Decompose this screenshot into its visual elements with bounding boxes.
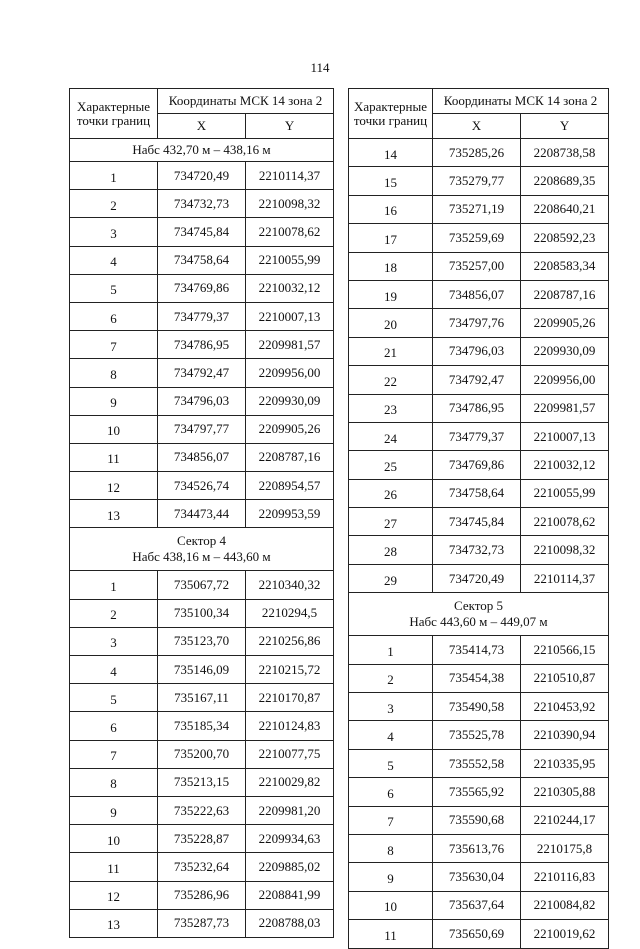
point-number: 12 [70, 472, 158, 500]
table-row [70, 162, 334, 190]
coord-x: 734769,86 [433, 451, 521, 479]
table-row [70, 246, 334, 274]
coord-x: 735259,69 [433, 224, 521, 252]
sector-5-header-subtitle: Набс 443,60 м – 449,07 м [409, 614, 548, 630]
table-row [70, 853, 334, 881]
table-row [349, 749, 609, 777]
coord-y: 2209885,02 [246, 853, 334, 881]
point-number: 6 [70, 302, 158, 330]
coord-y: 2210029,82 [246, 768, 334, 796]
table-row [349, 139, 609, 167]
coord-x: 734786,95 [433, 394, 521, 422]
table-row [349, 195, 609, 223]
coord-y: 2210098,32 [521, 536, 609, 564]
coord-y: 2210007,13 [246, 302, 334, 330]
point-number: 1 [70, 162, 158, 190]
table-row [349, 394, 609, 422]
table-row [349, 834, 609, 862]
coord-x: 734473,44 [158, 500, 246, 528]
table-row [70, 712, 334, 740]
coord-x: 734797,77 [158, 415, 246, 443]
table-row [70, 472, 334, 500]
point-number: 23 [349, 394, 433, 422]
coord-x: 735490,58 [433, 693, 521, 721]
point-number: 6 [349, 778, 433, 806]
point-number: 3 [349, 693, 433, 721]
point-number: 4 [349, 721, 433, 749]
point-number: 11 [70, 853, 158, 881]
coord-y: 2210116,83 [521, 863, 609, 891]
coord-x: 735565,92 [433, 778, 521, 806]
coord-x: 735637,64 [433, 891, 521, 919]
coord-x: 735590,68 [433, 806, 521, 834]
point-number: 15 [349, 167, 433, 195]
table-row [349, 479, 609, 507]
sector-4-header-subtitle: Набс 438,16 м – 443,60 м [132, 549, 271, 565]
point-number: 7 [70, 740, 158, 768]
coordinates-table-right [348, 88, 609, 949]
point-number: 19 [349, 280, 433, 308]
table-row [349, 422, 609, 450]
point-number: 18 [349, 252, 433, 280]
coord-x: 734856,07 [433, 280, 521, 308]
table-row [70, 571, 334, 599]
coord-x: 734797,76 [433, 309, 521, 337]
coord-y: 2210114,37 [246, 162, 334, 190]
point-number: 21 [349, 337, 433, 365]
header-y: Y [521, 114, 609, 139]
point-number: 3 [70, 627, 158, 655]
coord-y: 2209956,00 [521, 366, 609, 394]
table-row [349, 337, 609, 365]
coord-x: 734732,73 [433, 536, 521, 564]
coord-y: 2209981,20 [246, 796, 334, 824]
coord-y: 2209981,57 [521, 394, 609, 422]
coord-y: 2210305,88 [521, 778, 609, 806]
header-boundary-points: Характерные точки границ [70, 89, 158, 139]
coord-x: 735100,34 [158, 599, 246, 627]
coord-x: 735525,78 [433, 721, 521, 749]
coord-y: 2210124,83 [246, 712, 334, 740]
coord-y: 2210084,82 [521, 891, 609, 919]
coord-x: 735146,09 [158, 656, 246, 684]
table-row [349, 778, 609, 806]
table-row [70, 359, 334, 387]
sector-5-header-title: Сектор 5 [454, 598, 504, 614]
coord-x: 734856,07 [158, 443, 246, 471]
coord-x: 735613,76 [433, 834, 521, 862]
coord-y: 2208841,99 [246, 881, 334, 909]
coord-y: 2210114,37 [521, 564, 609, 592]
header-boundary-points: Характерные точки границ [349, 89, 433, 139]
sector-4-header-title: Сектор 4 [177, 533, 227, 549]
coord-x: 734720,49 [158, 162, 246, 190]
coord-x: 735167,11 [158, 684, 246, 712]
header-coordinates: Координаты МСК 14 зона 2 [158, 89, 334, 114]
coord-y: 2210055,99 [521, 479, 609, 507]
coord-x: 735552,58 [433, 749, 521, 777]
coord-y: 2210215,72 [246, 656, 334, 684]
point-number: 16 [349, 195, 433, 223]
header-coordinates: Координаты МСК 14 зона 2 [433, 89, 609, 114]
coord-y: 2210256,86 [246, 627, 334, 655]
coord-x: 735228,87 [158, 825, 246, 853]
table-row [349, 693, 609, 721]
point-number: 22 [349, 366, 433, 394]
coord-x: 735630,04 [433, 863, 521, 891]
table-row [70, 796, 334, 824]
header-y: Y [246, 114, 334, 139]
point-number: 8 [70, 768, 158, 796]
coord-x: 735232,64 [158, 853, 246, 881]
table-row [349, 309, 609, 337]
coord-x: 735185,34 [158, 712, 246, 740]
point-number: 5 [70, 274, 158, 302]
coord-y: 2210244,17 [521, 806, 609, 834]
coord-y: 2209930,09 [246, 387, 334, 415]
table-row [70, 387, 334, 415]
table-row [349, 508, 609, 536]
point-number: 29 [349, 564, 433, 592]
table-row [349, 891, 609, 919]
coord-x: 735650,69 [433, 920, 521, 948]
table-row [70, 909, 334, 937]
table-row [70, 684, 334, 712]
coord-x: 734758,64 [158, 246, 246, 274]
point-number: 1 [349, 636, 433, 664]
coord-y: 2210032,12 [246, 274, 334, 302]
coord-y: 2208583,34 [521, 252, 609, 280]
coord-x: 734745,84 [158, 218, 246, 246]
coord-y: 2210078,62 [246, 218, 334, 246]
coord-y: 2209956,00 [246, 359, 334, 387]
table-row [349, 564, 609, 592]
coord-y: 2208954,57 [246, 472, 334, 500]
table-row [349, 920, 609, 948]
coord-y: 2208640,21 [521, 195, 609, 223]
coord-y: 2209981,57 [246, 331, 334, 359]
point-number: 2 [349, 664, 433, 692]
coord-y: 2210510,87 [521, 664, 609, 692]
coord-x: 735414,73 [433, 636, 521, 664]
table-row [70, 740, 334, 768]
coord-x: 735271,19 [433, 195, 521, 223]
table-row [70, 190, 334, 218]
header-x: X [158, 114, 246, 139]
sector-4-header [70, 528, 334, 571]
coord-y: 2208788,03 [246, 909, 334, 937]
coord-y: 2210019,62 [521, 920, 609, 948]
coord-y: 2210294,5 [246, 599, 334, 627]
table-row [70, 274, 334, 302]
table-row [349, 451, 609, 479]
coord-y: 2210055,99 [246, 246, 334, 274]
point-number: 9 [70, 796, 158, 824]
coord-y: 2209934,63 [246, 825, 334, 853]
table-row [70, 415, 334, 443]
point-number: 5 [70, 684, 158, 712]
point-number: 7 [70, 331, 158, 359]
point-number: 7 [349, 806, 433, 834]
table-row [349, 252, 609, 280]
table-row [70, 768, 334, 796]
point-number: 26 [349, 479, 433, 507]
coord-y: 2208689,35 [521, 167, 609, 195]
point-number: 25 [349, 451, 433, 479]
point-number: 1 [70, 571, 158, 599]
point-number: 27 [349, 508, 433, 536]
coord-x: 734720,49 [433, 564, 521, 592]
point-number: 17 [349, 224, 433, 252]
coord-x: 735287,73 [158, 909, 246, 937]
coord-x: 735285,26 [433, 139, 521, 167]
coord-x: 734732,73 [158, 190, 246, 218]
table-row [349, 664, 609, 692]
coord-x: 734786,95 [158, 331, 246, 359]
coord-y: 2210453,92 [521, 693, 609, 721]
coord-y: 2210078,62 [521, 508, 609, 536]
point-number: 20 [349, 309, 433, 337]
table-row [70, 656, 334, 684]
coord-y: 2210098,32 [246, 190, 334, 218]
table-row [70, 627, 334, 655]
point-number: 24 [349, 422, 433, 450]
point-number: 9 [349, 863, 433, 891]
coord-y: 2209953,59 [246, 500, 334, 528]
coord-y: 2209905,26 [521, 309, 609, 337]
coord-x: 735067,72 [158, 571, 246, 599]
coord-x: 734745,84 [433, 508, 521, 536]
coord-y: 2210032,12 [521, 451, 609, 479]
table-row [70, 218, 334, 246]
coord-x: 734779,37 [433, 422, 521, 450]
coord-y: 2210335,95 [521, 749, 609, 777]
table-row [349, 536, 609, 564]
point-number: 2 [70, 599, 158, 627]
coord-x: 735286,96 [158, 881, 246, 909]
table-row [349, 280, 609, 308]
coord-x: 734796,03 [433, 337, 521, 365]
table-row [70, 331, 334, 359]
point-number: 10 [70, 415, 158, 443]
coord-x: 734769,86 [158, 274, 246, 302]
point-number: 12 [70, 881, 158, 909]
table-row [349, 863, 609, 891]
table-row [349, 366, 609, 394]
point-number: 13 [70, 500, 158, 528]
coord-y: 2209930,09 [521, 337, 609, 365]
coord-x: 735200,70 [158, 740, 246, 768]
point-number: 8 [70, 359, 158, 387]
point-number: 9 [70, 387, 158, 415]
coord-y: 2209905,26 [246, 415, 334, 443]
sector-3-title: Набс 432,70 м – 438,16 м [70, 139, 334, 162]
point-number: 2 [70, 190, 158, 218]
point-number: 11 [349, 920, 433, 948]
coord-x: 735213,15 [158, 768, 246, 796]
coord-y: 2208787,16 [246, 443, 334, 471]
header-x: X [433, 114, 521, 139]
coord-y: 2210077,75 [246, 740, 334, 768]
table-row [349, 636, 609, 664]
page-number: 114 [310, 60, 330, 75]
coord-x: 734796,03 [158, 387, 246, 415]
point-number: 4 [70, 656, 158, 684]
coord-y: 2210566,15 [521, 636, 609, 664]
point-number: 4 [70, 246, 158, 274]
coord-y: 2210340,32 [246, 571, 334, 599]
coord-x: 735454,38 [433, 664, 521, 692]
coord-x: 734779,37 [158, 302, 246, 330]
table-row [70, 599, 334, 627]
coord-x: 735279,77 [433, 167, 521, 195]
point-number: 14 [349, 139, 433, 167]
table-row [70, 500, 334, 528]
coord-y: 2210170,87 [246, 684, 334, 712]
coord-y: 2208787,16 [521, 280, 609, 308]
coord-x: 735123,70 [158, 627, 246, 655]
coord-y: 2210390,94 [521, 721, 609, 749]
coord-y: 2208738,58 [521, 139, 609, 167]
point-number: 10 [349, 891, 433, 919]
coord-x: 735222,63 [158, 796, 246, 824]
point-number: 3 [70, 218, 158, 246]
coord-x: 734526,74 [158, 472, 246, 500]
point-number: 11 [70, 443, 158, 471]
coord-x: 735257,00 [433, 252, 521, 280]
table-row [349, 167, 609, 195]
coord-x: 734792,47 [158, 359, 246, 387]
coord-y: 2210175,8 [521, 834, 609, 862]
coord-y: 2208592,23 [521, 224, 609, 252]
point-number: 8 [349, 834, 433, 862]
table-row [70, 825, 334, 853]
coord-x: 734792,47 [433, 366, 521, 394]
table-row [349, 721, 609, 749]
point-number: 13 [70, 909, 158, 937]
point-number: 5 [349, 749, 433, 777]
table-row [349, 806, 609, 834]
table-row [70, 443, 334, 471]
point-number: 6 [70, 712, 158, 740]
sector-5-header [349, 593, 609, 636]
table-row [70, 302, 334, 330]
coord-x: 734758,64 [433, 479, 521, 507]
point-number: 10 [70, 825, 158, 853]
coordinates-table-left [69, 88, 334, 938]
coord-y: 2210007,13 [521, 422, 609, 450]
table-row [349, 224, 609, 252]
point-number: 28 [349, 536, 433, 564]
